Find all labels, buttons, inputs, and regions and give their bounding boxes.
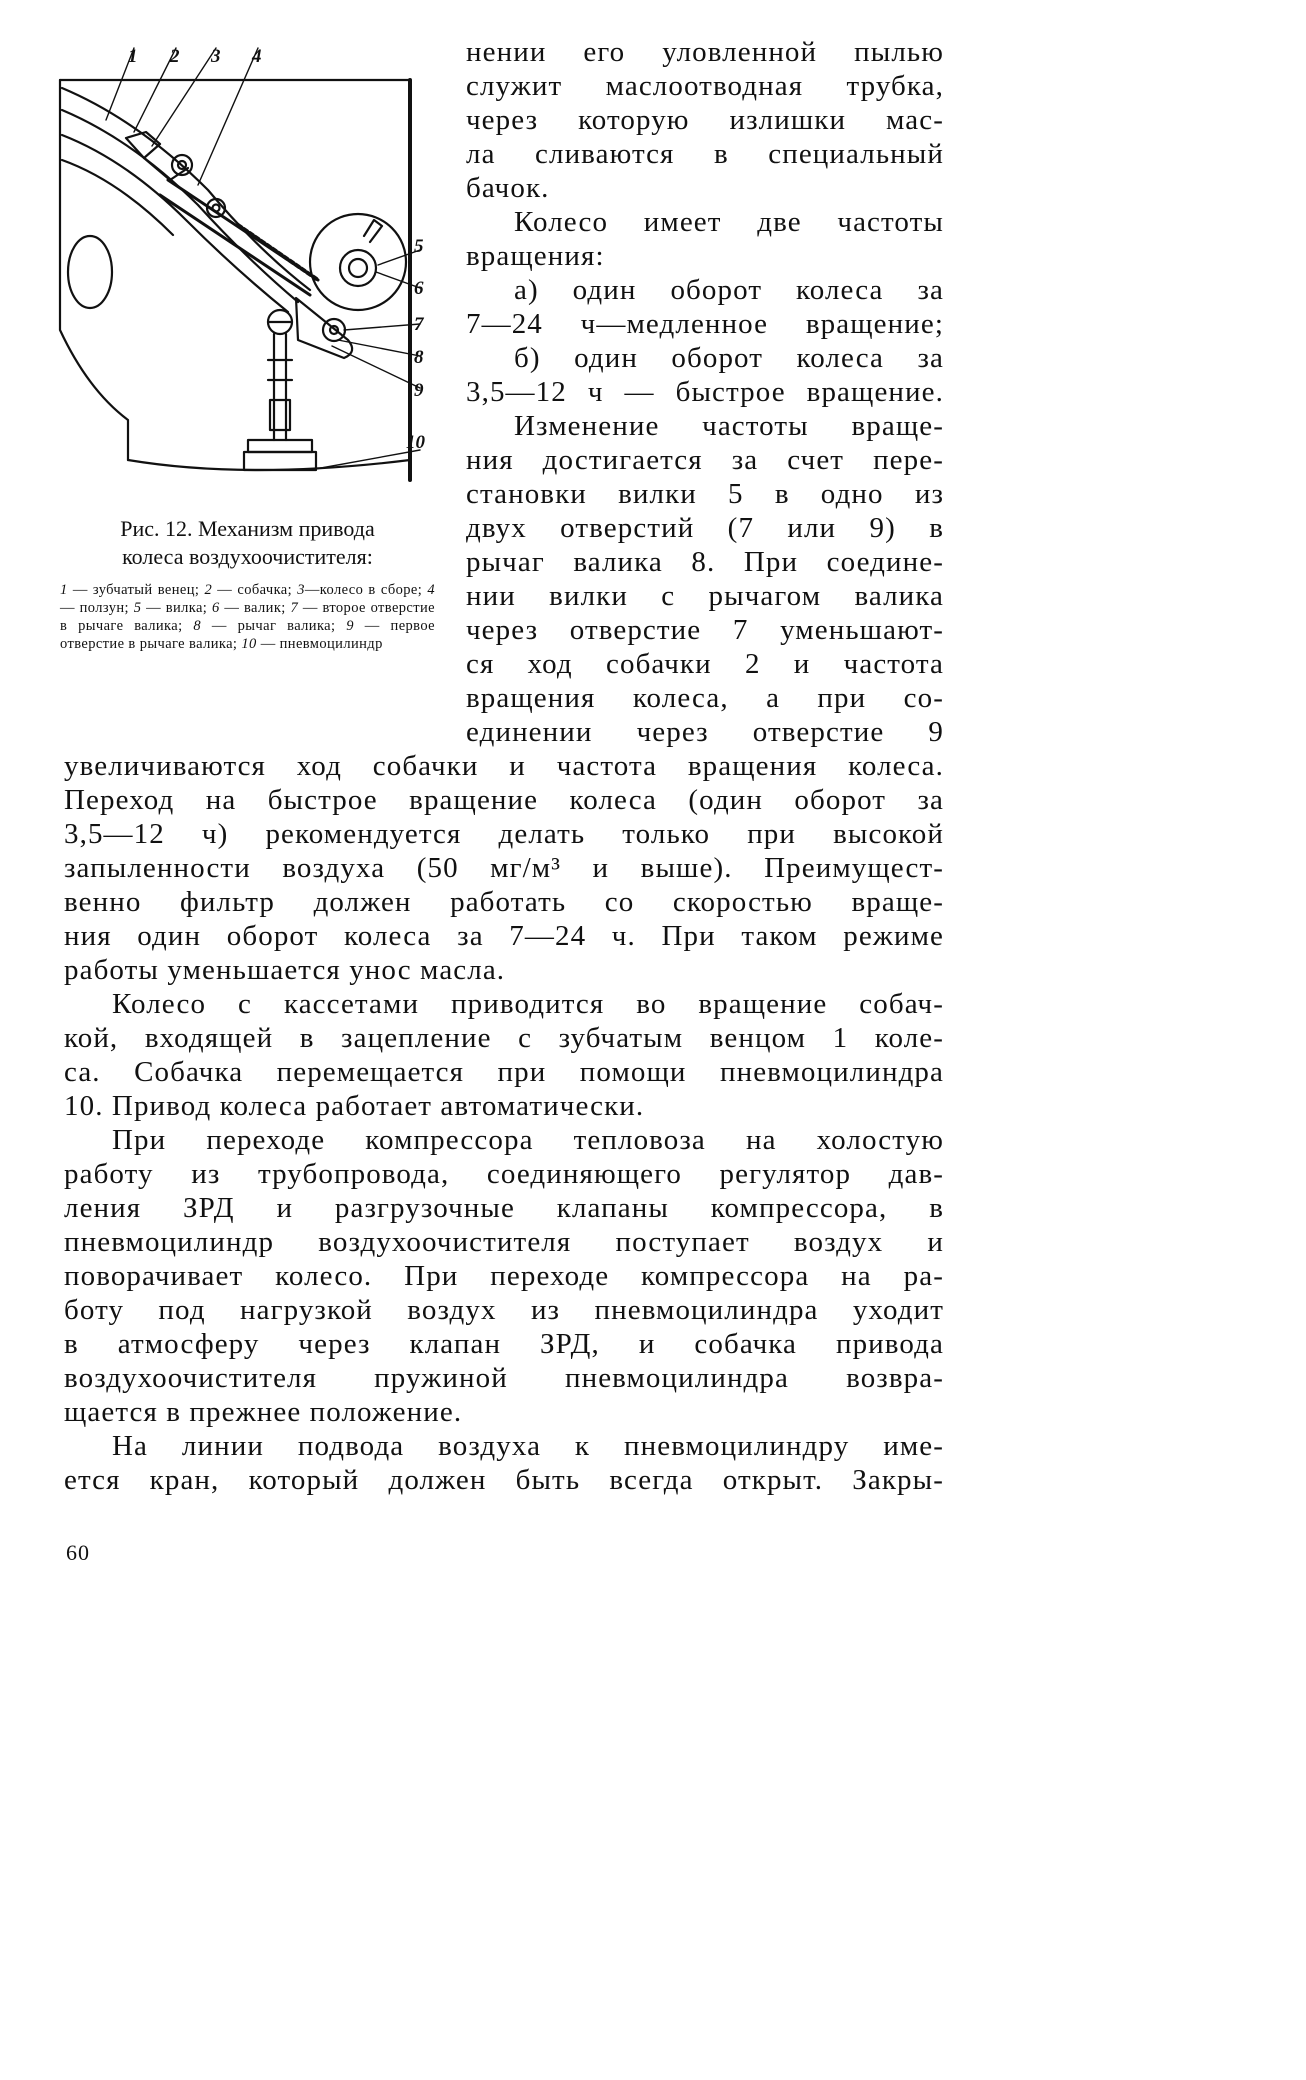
text-line: щается в прежнее положение. [64,1396,463,1428]
text-line: единении через отверстие 9 [466,716,944,748]
text-line: 3,5—12 ч — быстрое вращение. [466,376,944,408]
text-line: нии вилки с рычагом валика [466,580,944,612]
legend-num: 5 [133,600,142,616]
legend-text: — зубчатый венец; [67,582,205,598]
legend-text: — ползун; [60,600,134,616]
text-line: са. Собачка перемещается при помощи пневмоцилиндра [64,1056,944,1088]
text-line: ся ход собачки 2 и частота [466,648,944,680]
legend-text: — собачка; [212,582,298,598]
text-line: Изменение частоты враще- [514,410,944,442]
text-line: увеличиваются ход собачки и частота вращения колеса. [64,750,944,782]
text-line: Колесо имеет две частоты [514,206,944,238]
text-line: ления ЗРД и разгрузочные клапаны компрессора, в [64,1192,944,1224]
text-line: ется кран, который должен быть всегда открыт. Закры- [64,1464,944,1496]
text-line: через которую излишки мас- [466,104,944,136]
callout-10: 10 [406,432,425,453]
text-line: становки вилки 5 в одно из [466,478,944,510]
callout-1: 1 [128,46,138,67]
legend-num: 9 [346,618,354,634]
text-line: 7—24 ч—медленное вращение; [466,308,944,340]
legend-text: — вилка; [141,600,212,616]
legend-text: — рычаг валика; [201,618,347,634]
figure-drive-mechanism [48,40,428,510]
legend-text: — валик; [219,600,291,616]
callout-7: 7 [414,314,424,335]
text-line: На линии подвода воздуха к пневмоцилиндру име- [112,1430,944,1462]
figure-caption [60,515,435,653]
text-line: а) один оборот колеса за [514,274,944,306]
page-number: 60 [66,1540,90,1565]
caption-title-line-1: Рис. 12. Механизм привода [120,516,375,541]
text-line: ния один оборот колеса за 7—24 ч. При таком режиме [64,920,944,952]
legend-text: — первое отверстие в рычаге валика; [60,618,435,652]
legend-num: 3 [297,582,305,598]
callout-6: 6 [414,278,424,299]
callout-4: 4 [252,46,262,67]
text-line: работу из трубопровода, соединяющего регулятор дав- [64,1158,944,1190]
text-line: При переходе компрессора тепловоза на холостую [112,1124,944,1156]
text-line: б) один оборот колеса за [514,342,944,374]
text-line: вращения: [466,240,605,272]
callout-9: 9 [414,380,424,401]
text-line: запыленности воздуха (50 мг/м³ и выше). Преимущест- [64,852,944,884]
text-line: бачок. [466,172,550,204]
caption-legend [60,581,435,653]
callout-5: 5 [414,236,424,257]
text-line: нении его уловленной пылью [466,36,944,68]
text-line: Колесо с кассетами приводится во вращение собач- [112,988,944,1020]
text-line: боту под нагрузкой воздух из пневмоцилиндра уходит [64,1294,944,1326]
text-line: через отверстие 7 уменьшают- [466,614,944,646]
text-line: Переход на быстрое вращение колеса (один оборот за [64,784,944,816]
text-line: кой, входящей в зацепление с зубчатым венцом 1 коле- [64,1022,944,1054]
text-line: воздухоочистителя пружиной пневмоцилиндра возвра- [64,1362,944,1394]
mechanism-drawing [48,40,428,510]
text-line: служит маслоотводная трубка, [466,70,944,102]
legend-num: 8 [193,618,202,634]
text-line: в атмосферу через клапан ЗРД, и собачка привода [64,1328,944,1360]
text-line: венно фильтр должен работать со скоростью враще- [64,886,944,918]
caption-title-line-2: колеса воздухоочистителя: [122,544,373,569]
text-line: двух отверстий (7 или 9) в [466,512,944,544]
text-line: ния достигается за счет пере- [466,444,944,476]
callout-2: 2 [170,46,180,67]
text-line: пневмоцилиндр воздухоочистителя поступает воздух и [64,1226,944,1258]
legend-num: 6 [211,600,220,616]
text-line: 3,5—12 ч) рекомендуется делать только при высокой [64,818,944,850]
legend-text: —колесо в сборе; [304,582,428,598]
legend-num: 1 [60,582,68,598]
text-line: вращения колеса, а при со- [466,682,944,714]
text-line: работы уменьшается унос масла. [64,954,506,986]
legend-num: 7 [290,600,299,616]
text-line: 10. Привод колеса работает автоматически. [64,1090,645,1122]
legend-text: — пневмоцилиндр [256,636,383,652]
text-line: поворачивает колесо. При переходе компрессора на ра- [64,1260,944,1292]
legend-text: — второе отверстие в рычаге валика; [60,600,435,634]
callout-3: 3 [211,46,221,67]
legend-num: 2 [204,582,213,598]
legend-num: 4 [427,582,436,598]
callout-8: 8 [414,347,424,368]
text-line: рычаг валика 8. При соедине- [466,546,944,578]
legend-num: 10 [241,636,257,652]
text-line: ла сливаются в специальный [466,138,944,170]
